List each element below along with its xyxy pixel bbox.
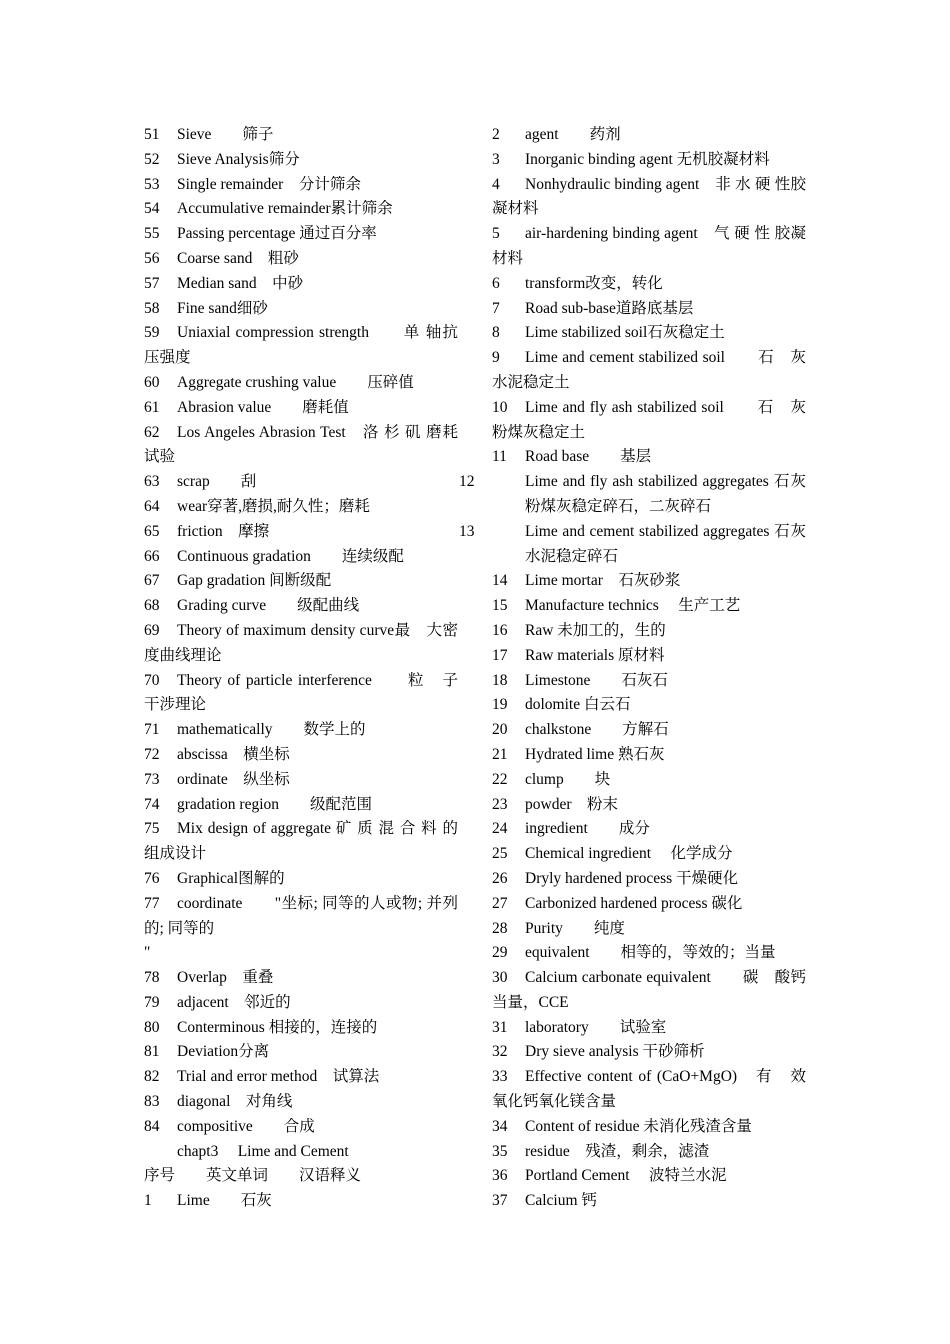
glossary-entry: [492, 297, 806, 322]
glossary-entry: [144, 470, 458, 495]
entry-number: 54: [144, 200, 160, 218]
entry-number: 21: [492, 745, 508, 763]
entry-number: 65: [144, 522, 160, 540]
glossary-entry: [492, 222, 806, 272]
glossary-entry: [459, 470, 806, 520]
entry-number: 6: [492, 274, 500, 292]
glossary-entry: [492, 396, 806, 446]
glossary-entry: [144, 594, 458, 619]
glossary-entry: [144, 991, 458, 1016]
glossary-entry: [492, 793, 806, 818]
entry-text: Dry sieve analysis 干砂筛析: [525, 1043, 705, 1061]
entry-text: Calcium carbonate equivalent 碳 酸钙当量，CCE: [492, 969, 806, 1011]
entry-number: 20: [492, 721, 508, 739]
entry-text: Single remainder 分计筛余: [177, 175, 361, 193]
entry-text: adjacent 邻近的: [177, 993, 291, 1011]
glossary-entry: [144, 1140, 458, 1165]
entry-number: 80: [144, 1018, 160, 1036]
entry-text: Overlap 重叠: [177, 969, 274, 987]
entry-number: 66: [144, 547, 160, 565]
glossary-entry: [144, 619, 458, 669]
entry-number: 62: [144, 423, 160, 441]
entry-text: Lime mortar 石灰砂浆: [525, 572, 681, 590]
entry-number: 75: [144, 820, 160, 838]
entry-number: 25: [492, 845, 508, 863]
entry-number: 71: [144, 721, 160, 739]
glossary-entry: [492, 966, 806, 1016]
entry-number: 5: [492, 225, 500, 243]
entry-number: 14: [492, 572, 508, 590]
entry-number: 1: [144, 1192, 152, 1210]
glossary-entry: [492, 569, 806, 594]
entry-text: clump 块: [525, 770, 611, 788]
entry-text: Aggregate crushing value 压碎值: [177, 373, 414, 391]
entry-text: Inorganic binding agent 无机胶凝材料: [525, 150, 770, 168]
glossary-entry: [144, 197, 458, 222]
entry-number: 4: [492, 175, 500, 193]
entry-text: 序号 英文单词 汉语释义: [144, 1167, 362, 1185]
entry-text: agent 药剂: [525, 126, 621, 143]
entry-text: Theory of particle interference 粒 子干涉理论: [144, 671, 458, 714]
glossary-entry: [492, 1115, 806, 1140]
glossary-entry: [144, 520, 458, 545]
entry-number: 83: [144, 1093, 160, 1111]
entry-text: Nonhydraulic binding agent 非 水 硬 性胶凝材料: [492, 175, 806, 218]
entry-number: 35: [492, 1142, 508, 1160]
entry-text: Median sand 中砂: [177, 274, 304, 292]
glossary-entry: [144, 396, 458, 421]
entry-text: Continuous gradation 连续级配: [177, 547, 404, 565]
glossary-entry: [144, 148, 458, 173]
entry-text: Road base 基层: [525, 448, 652, 466]
entry-text: Raw materials 原材料: [525, 646, 665, 664]
entry-text: Content of residue 未消化残渣含量: [525, 1117, 752, 1135]
entry-text: Graphical图解的: [177, 869, 285, 887]
entry-number: 23: [492, 795, 508, 813]
entry-text: compositive 合成: [177, 1117, 315, 1135]
glossary-entry: [144, 817, 458, 867]
entry-text: Los Angeles Abrasion Test 洛 杉 矶 磨耗试验: [144, 423, 458, 466]
glossary-entry: [492, 892, 806, 917]
entry-number: 78: [144, 969, 160, 987]
entry-text: Lime and fly ash stabilized aggregates 石灰粉煤灰稳定碎石，二灰碎石: [525, 473, 806, 515]
glossary-entry: [492, 817, 806, 842]
entry-number: 59: [144, 324, 160, 342]
entry-number: 7: [492, 299, 500, 317]
entry-text: gradation region 级配范围: [177, 795, 373, 813]
entry-number: 3: [492, 150, 500, 168]
entry-text: Grading curve 级配曲线: [177, 597, 360, 615]
entry-text: Road sub-base道路底基层: [525, 299, 694, 317]
entry-number: 55: [144, 225, 160, 243]
glossary-entry: [144, 743, 458, 768]
entry-number: 74: [144, 795, 160, 813]
glossary-entry: [492, 1016, 806, 1041]
glossary-entry: [144, 941, 458, 966]
entry-text: ": [144, 944, 151, 962]
entry-number: 52: [144, 150, 160, 168]
entry-number: 61: [144, 398, 160, 416]
entry-number: 37: [492, 1192, 508, 1210]
glossary-entry: [492, 1140, 806, 1165]
entry-number: 69: [144, 621, 160, 639]
entry-number: 18: [492, 671, 508, 689]
glossary-entry: [144, 247, 458, 272]
entry-text: Lime and fly ash stabilized soil 石 灰粉煤灰稳定土: [492, 398, 806, 441]
entry-text: transform改变，转化: [525, 274, 663, 292]
entry-text: Mix design of aggregate 矿 质 混 合 料 的组成设计: [144, 820, 458, 863]
entry-number: 81: [144, 1043, 160, 1061]
entry-text: Limestone 石灰石: [525, 671, 668, 689]
left-column: [144, 123, 458, 1214]
entry-number: 67: [144, 572, 160, 590]
entry-number: 26: [492, 869, 508, 887]
entry-text: ingredient 成分: [525, 820, 650, 838]
glossary-entry: [492, 1040, 806, 1065]
entry-number: 28: [492, 919, 508, 937]
glossary-entry: [492, 941, 806, 966]
glossary-entry: [492, 718, 806, 743]
entry-number: 58: [144, 299, 160, 317]
entry-text: friction 摩擦: [177, 522, 270, 540]
entry-number: 17: [492, 646, 508, 664]
glossary-entry: [492, 123, 806, 148]
glossary-entry: [492, 1189, 806, 1214]
entry-number: 79: [144, 993, 160, 1011]
entry-number: 60: [144, 373, 160, 391]
entry-number: 33: [492, 1068, 508, 1086]
entry-text: scrap 刮: [177, 473, 257, 491]
entry-number: 29: [492, 944, 508, 962]
glossary-entry: [144, 718, 458, 743]
entry-text: Trial and error method 试算法: [177, 1068, 380, 1086]
entry-text: Coarse sand 粗砂: [177, 249, 299, 267]
glossary-entry: [492, 917, 806, 942]
glossary-entry: [144, 371, 458, 396]
entry-text: residue 残渣，剩余，滤渣: [525, 1142, 710, 1160]
entry-number: 73: [144, 770, 160, 788]
entry-text: Lime 石灰: [177, 1192, 272, 1210]
glossary-entry: [144, 123, 458, 148]
entry-text: equivalent 相等的，等效的；当量: [525, 944, 776, 962]
entry-number: 9: [492, 349, 500, 367]
glossary-entry: [492, 768, 806, 793]
glossary-entry: [492, 619, 806, 644]
entry-number: 53: [144, 175, 160, 193]
entry-text: Lime and cement stabilized soil 石 灰水泥稳定土: [492, 349, 806, 391]
glossary-entry: [492, 445, 806, 470]
entry-text: chalkstone 方解石: [525, 721, 669, 739]
entry-number: 19: [492, 696, 508, 714]
entry-number: 22: [492, 770, 508, 788]
glossary-entry: [492, 644, 806, 669]
entry-number: 8: [492, 324, 500, 342]
entry-text: Passing percentage 通过百分率: [177, 225, 377, 243]
glossary-entry: [144, 1189, 458, 1214]
glossary-entry: [144, 1065, 458, 1090]
entry-number: 76: [144, 869, 160, 887]
glossary-entry: [144, 1040, 458, 1065]
entry-number: 15: [492, 597, 508, 615]
glossary-entry: [459, 520, 806, 570]
glossary-entry: [144, 768, 458, 793]
glossary-entry: [144, 966, 458, 991]
glossary-entry: [492, 272, 806, 297]
entry-text: Lime and cement stabilized aggregates 石灰水泥稳定碎石: [525, 522, 806, 565]
glossary-entry: [144, 173, 458, 198]
glossary-entry: [144, 892, 458, 942]
entry-text: Lime stabilized soil石灰稳定土: [525, 324, 725, 342]
glossary-entry: [144, 545, 458, 570]
entry-text: chapt3 Lime and Cement: [177, 1142, 349, 1160]
entry-text: laboratory 试验室: [525, 1018, 667, 1036]
entry-text: diagonal 对角线: [177, 1093, 293, 1111]
entry-number: 13: [459, 522, 475, 540]
entry-number: 70: [144, 671, 160, 689]
entry-number: 12: [459, 473, 475, 491]
glossary-entry: [492, 321, 806, 346]
entry-text: Theory of maximum density curve最 大密度曲线理论: [144, 621, 458, 664]
glossary-entry: [492, 1065, 806, 1115]
glossary-entry: [144, 1016, 458, 1041]
entry-text: Conterminous 相接的，连接的: [177, 1018, 378, 1036]
glossary-entry: [144, 495, 458, 520]
entry-number: 84: [144, 1117, 160, 1135]
entry-text: Manufacture technics 生产工艺: [525, 597, 741, 615]
glossary-entry: [492, 148, 806, 173]
entry-number: 30: [492, 969, 508, 987]
glossary-entry: [144, 222, 458, 247]
glossary-entry: [492, 867, 806, 892]
entry-text: ordinate 纵坐标: [177, 770, 290, 788]
entry-text: abscissa 横坐标: [177, 745, 290, 763]
glossary-entry: [144, 321, 458, 371]
glossary-entry: [144, 297, 458, 322]
entry-text: Accumulative remainder累计筛余: [177, 200, 393, 218]
entry-text: Sieve Analysis筛分: [177, 150, 300, 168]
entry-text: Chemical ingredient 化学成分: [525, 845, 733, 863]
entry-number: 64: [144, 497, 160, 515]
entry-number: 11: [492, 448, 507, 466]
glossary-entry: [144, 569, 458, 594]
glossary-entry: [492, 346, 806, 396]
entry-text: Effective content of (CaO+MgO) 有 效氧化钙氧化镁含量: [492, 1068, 806, 1111]
entry-text: Purity 纯度: [525, 919, 625, 937]
entry-text: Portland Cement 波特兰水泥: [525, 1167, 727, 1185]
entry-text: Deviation分离: [177, 1043, 270, 1061]
entry-text: wear穿著,磨损,耐久性；磨耗: [177, 497, 370, 515]
right-column: [459, 123, 806, 1214]
glossary-entry: [144, 793, 458, 818]
entry-number: 24: [492, 820, 508, 838]
glossary-entry: [492, 173, 806, 223]
entry-number: 34: [492, 1117, 508, 1135]
entry-text: Carbonized hardened process 碳化: [525, 894, 743, 912]
entry-number: 72: [144, 745, 160, 763]
glossary-entry: [144, 1090, 458, 1115]
entry-number: 36: [492, 1167, 508, 1185]
glossary-entry: [144, 1115, 458, 1140]
entry-text: air-hardening binding agent 气 硬 性 胶凝材料: [492, 225, 806, 267]
entry-text: dolomite 白云石: [525, 696, 631, 714]
entry-text: Calcium 钙: [525, 1192, 597, 1210]
entry-number: 57: [144, 274, 160, 292]
glossary-entry: [492, 743, 806, 768]
entry-number: 10: [492, 398, 508, 416]
glossary-entry: [492, 669, 806, 694]
glossary-entry: [492, 693, 806, 718]
entry-number: 16: [492, 621, 508, 639]
entry-number: 68: [144, 597, 160, 615]
glossary-entry: [144, 669, 458, 719]
entry-number: 63: [144, 473, 160, 491]
glossary-entry: [492, 1164, 806, 1189]
entry-text: Fine sand细砂: [177, 299, 268, 317]
entry-number: 82: [144, 1068, 160, 1086]
entry-text: Sieve 筛子: [177, 126, 274, 143]
glossary-entry: [492, 594, 806, 619]
entry-number: 77: [144, 894, 160, 912]
entry-text: mathematically 数学上的: [177, 721, 366, 739]
entry-text: powder 粉末: [525, 795, 618, 813]
entry-text: Dryly hardened process 干燥硬化: [525, 869, 739, 887]
entry-number: 2: [492, 126, 500, 143]
glossary-entry: [144, 867, 458, 892]
glossary-entry: [144, 272, 458, 297]
entry-text: Abrasion value 磨耗值: [177, 398, 349, 416]
glossary-entry: [492, 842, 806, 867]
glossary-entry: [144, 1164, 458, 1189]
entry-text: Hydrated lime 熟石灰: [525, 745, 665, 763]
entry-number: 32: [492, 1043, 508, 1061]
entry-number: 27: [492, 894, 508, 912]
entry-text: Raw 未加工的，生的: [525, 621, 666, 639]
entry-text: Uniaxial compression strength 单 轴抗压强度: [144, 324, 458, 367]
entry-text: Gap gradation 间断级配: [177, 572, 332, 590]
entry-number: 31: [492, 1018, 508, 1036]
entry-text: coordinate "坐标; 同等的人或物; 并列的; 同等的: [144, 894, 458, 937]
entry-number: 51: [144, 126, 160, 143]
entry-number: 56: [144, 249, 160, 267]
glossary-entry: [144, 421, 458, 471]
